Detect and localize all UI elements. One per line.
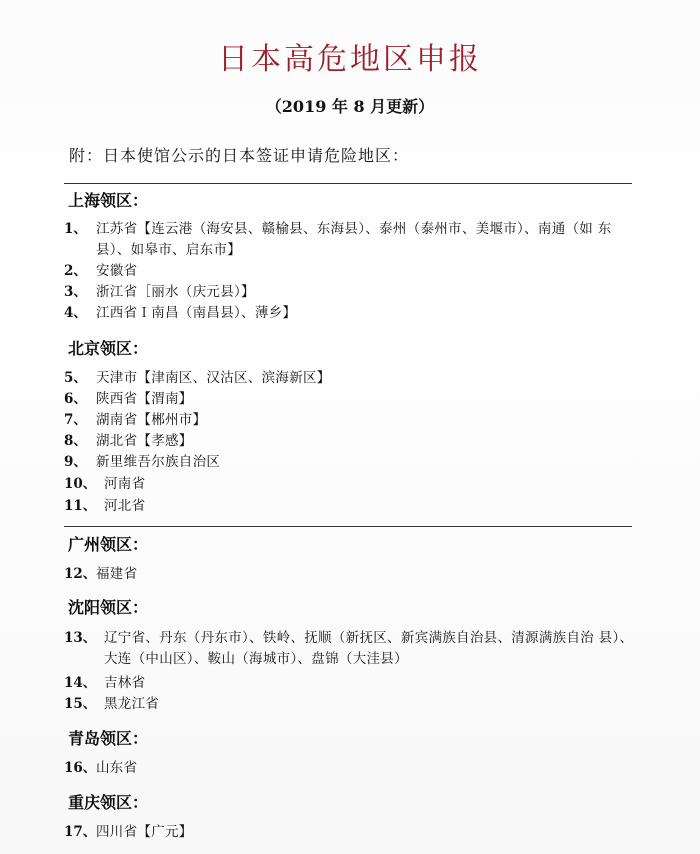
item-number: 14、 [64,675,97,691]
item-number: 17、 [64,824,97,840]
item-number: 8、 [64,433,87,449]
item-number: 10、 [64,476,97,492]
section-heading-chongqing: 重庆领区： [68,793,149,812]
list-item [64,822,644,843]
section-heading-shanghai: 上海领区： [68,191,149,210]
item-number: 12、 [64,566,97,582]
item-number: 1、 [64,221,87,237]
item-text: 山东省 [96,760,138,776]
item-number: 4、 [64,305,87,321]
item-text: 河南省 [104,476,146,492]
list-item [64,368,644,389]
list-item [64,261,644,282]
item-number: 2、 [64,263,87,279]
list-item [64,673,644,694]
section-divider [64,526,632,527]
list-item [64,452,644,473]
item-text: 吉林省 [104,675,146,691]
item-text: 河北省 [104,498,146,514]
item-text: 江西省Ｉ南昌（南昌县）、薄乡】 [96,305,297,321]
item-text: 黑龙江省 [104,696,160,712]
item-text: 四川省【广元】 [96,824,193,840]
item-text: 浙江省［丽水（庆元县）】 [96,284,255,300]
item-number: 9、 [64,454,87,470]
item-text: 福建省 [96,566,138,582]
item-number: 11、 [64,498,97,514]
item-text: 安徽省 [96,263,138,279]
item-number: 5、 [64,370,87,386]
list-item [64,303,644,324]
item-number: 3、 [64,284,87,300]
section-heading-beijing: 北京领区： [68,339,149,358]
item-number: 7、 [64,412,87,428]
list-item [64,758,644,779]
item-number: 16、 [64,760,97,776]
list-item [64,628,644,670]
document-title: 日本高危地区申报 [218,42,482,77]
item-text: 天津市【津南区、汉沽区、滨海新区】 [96,370,331,386]
list-item [64,694,644,715]
item-text: 湖北省【孝感】 [96,433,193,449]
document-note: 附：日本使馆公示的日本签证申请危险地区： [69,146,410,165]
document-subtitle: （2019 年 8 月更新） [265,97,435,116]
list-item [64,219,644,261]
list-item [64,474,644,495]
item-number: 13、 [64,630,97,646]
list-item [64,389,644,410]
item-number: 15、 [64,696,97,712]
list-item [64,564,644,585]
list-item [64,496,644,517]
section-divider [64,183,632,184]
list-item [64,410,644,431]
item-number: 6、 [64,391,87,407]
list-item [64,282,644,303]
section-heading-qingdao: 青岛领区： [68,729,149,748]
item-text: 江苏省【连云港（海安县、赣榆县、东海县）、泰州（泰州市、美堰市）、南通（如 东县）、如皋市、启东市】 [96,221,612,258]
item-text: 辽宁省、丹东（丹东市）、铁岭、抚顺（新抚区、新宾满族自治县、清源满族自治 县）、大连（中山区）、鞍山（海城市）、盘锦（大洼县） [104,630,634,667]
list-item [64,431,644,452]
item-text: 新里维吾尔族自治区 [96,454,221,470]
item-text: 陕西省【渭南】 [96,391,193,407]
section-heading-shenyang: 沈阳领区： [68,598,149,617]
item-text: 湖南省【郴州市】 [96,412,207,428]
section-heading-guangzhou: 广州领区： [68,535,149,554]
